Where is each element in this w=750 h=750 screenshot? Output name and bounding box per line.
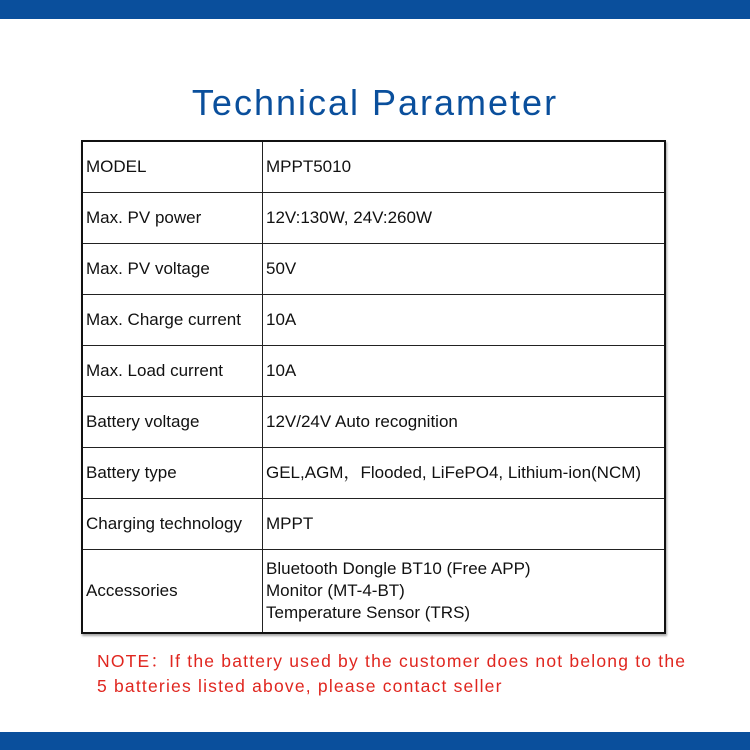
accessory-item: Bluetooth Dongle BT10 (Free APP) <box>266 559 531 578</box>
row-value: MPPT <box>263 499 666 550</box>
row-value: GEL,AGM，Flooded, LiFePO4, Lithium-ion(NCM) <box>263 448 666 499</box>
bottom-banner-bar <box>0 732 750 750</box>
table-row <box>82 346 665 397</box>
accessories-list <box>263 550 666 634</box>
table-row <box>82 397 665 448</box>
battery-note: NOTE：If the battery used by the customer does not belong to the 5 batteries listed above, please contact seller <box>97 651 687 696</box>
table-row-accessories <box>82 550 665 634</box>
row-label: Accessories <box>82 550 263 634</box>
top-banner-bar <box>0 0 750 19</box>
table-row <box>82 141 665 193</box>
table-row <box>82 193 665 244</box>
row-value: 50V <box>263 244 666 295</box>
row-label: Battery voltage <box>82 397 263 448</box>
spec-table <box>81 140 666 634</box>
row-value: 10A <box>263 346 666 397</box>
row-label: Max. Load current <box>82 346 263 397</box>
accessory-item: Temperature Sensor (TRS) <box>266 603 471 622</box>
row-label: Max. PV voltage <box>82 244 263 295</box>
row-label: Battery type <box>82 448 263 499</box>
table-row <box>82 244 665 295</box>
row-label: MODEL <box>82 141 263 193</box>
row-value: MPPT5010 <box>263 141 666 193</box>
table-row <box>82 499 665 550</box>
row-value: 10A <box>263 295 666 346</box>
table-row <box>82 448 665 499</box>
row-label: Max. PV power <box>82 193 263 244</box>
row-label: Charging technology <box>82 499 263 550</box>
row-value: 12V/24V Auto recognition <box>263 397 666 448</box>
table-row <box>82 295 665 346</box>
row-value: 12V:130W, 24V:260W <box>263 193 666 244</box>
row-label: Max. Charge current <box>82 295 263 346</box>
page-title: Technical Parameter <box>191 82 559 123</box>
accessory-item: Monitor (MT-4-BT) <box>266 581 405 600</box>
